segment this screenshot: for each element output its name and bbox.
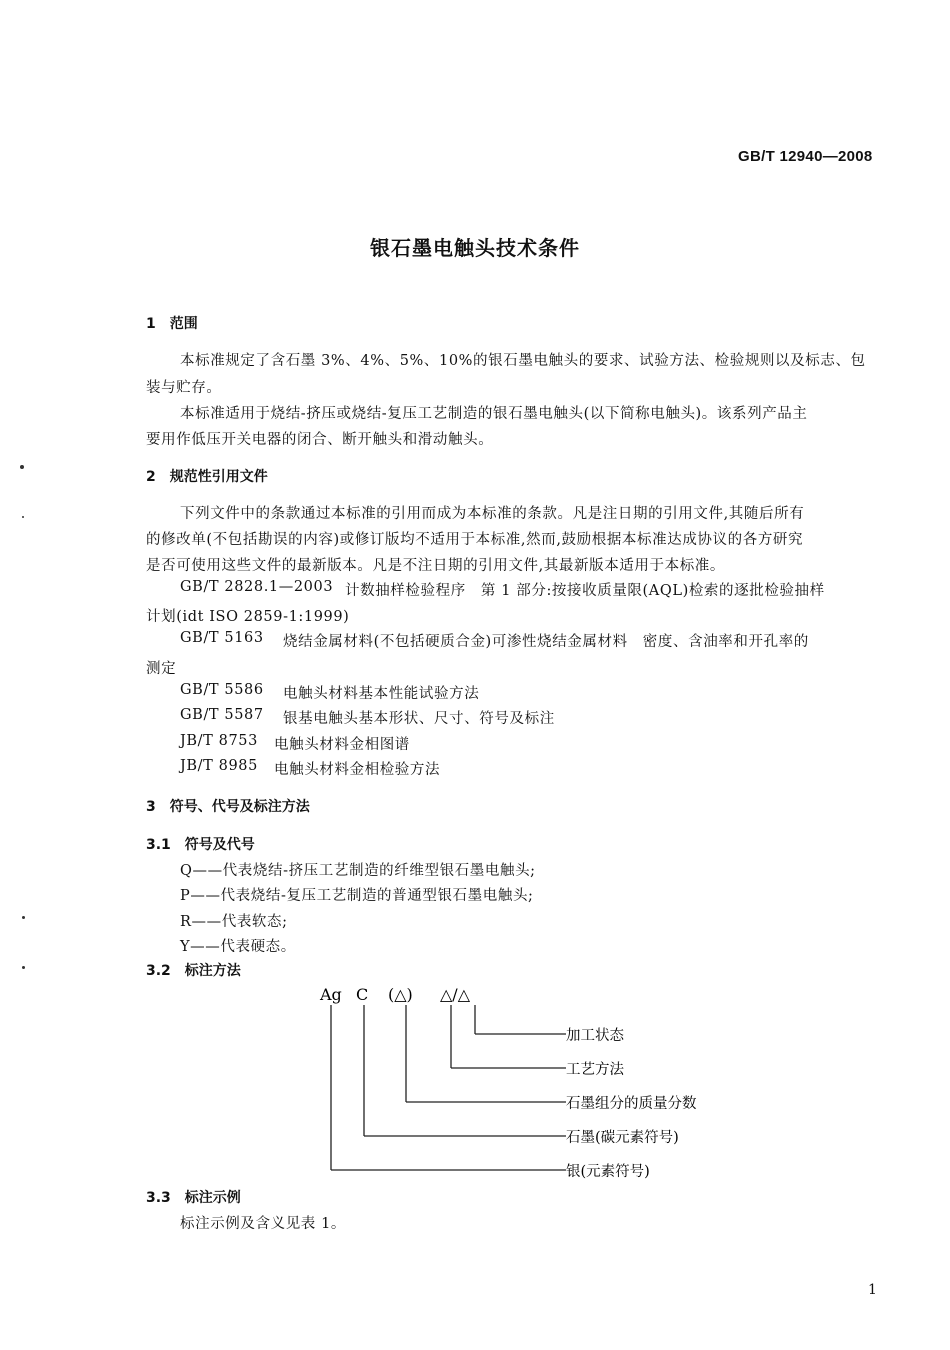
ref-title: 烧结金属材料(不包括硬质合金)可渗性烧结金属材料 密度、含油率和开孔率的 xyxy=(283,634,809,650)
section-3-1-heading: 3.1 符号及代号 xyxy=(146,837,255,853)
document-title: 银石墨电触头技术条件 xyxy=(370,236,580,260)
symbol-c: C xyxy=(356,985,369,1004)
scan-dot xyxy=(22,916,25,919)
section-3-2-heading: 3.2 标注方法 xyxy=(146,963,241,979)
s2-intro-line2: 的修改单(不包括勘误的内容)或修订版均不适用于本标准,然而,鼓励根据本标准达成协议的各方研究 xyxy=(146,532,804,548)
symbol-process-state: △/△ xyxy=(440,985,470,1004)
ref-code: GB/T 5587 xyxy=(180,707,264,723)
standard-code: GB/T 12940—2008 xyxy=(738,148,873,165)
code-definition: Q——代表烧结-挤压工艺制造的纤维型银石墨电触头; xyxy=(180,863,536,879)
code-definition: Y——代表硬态。 xyxy=(180,939,296,955)
code-definition: R——代表软态; xyxy=(180,914,288,930)
scan-dot xyxy=(22,516,24,518)
ref-code: GB/T 2828.1—2003 xyxy=(180,579,334,595)
symbol-ag: Ag xyxy=(320,985,342,1004)
scan-dot xyxy=(22,966,25,969)
ref-title-cont: 测定 xyxy=(146,661,177,677)
label-graphite-fraction: 石墨组分的质量分数 xyxy=(566,1096,697,1112)
label-processing-state: 加工状态 xyxy=(566,1028,624,1044)
section-2-heading: 2 规范性引用文件 xyxy=(146,469,268,485)
code-definition: P——代表烧结-复压工艺制造的普通型银石墨电触头; xyxy=(180,888,534,904)
s2-intro-line3: 是否可使用这些文件的最新版本。凡是不注日期的引用文件,其最新版本适用于本标准。 xyxy=(146,558,726,574)
s1-p2-line2: 要用作低压开关电器的闭合、断开触头和滑动触头。 xyxy=(146,432,494,448)
ref-code: GB/T 5163 xyxy=(180,630,264,646)
section-1-heading: 1 范围 xyxy=(146,316,198,332)
s1-p2-line1: 本标准适用于烧结-挤压或烧结-复压工艺制造的银石墨电触头(以下简称电触头)。该系列产品主 xyxy=(180,406,808,422)
s1-p1-line1: 本标准规定了含石墨 3%、4%、5%、10%的银石墨电触头的要求、试验方法、检验规则以及标志、包 xyxy=(180,353,866,369)
ref-title: 计数抽样检验程序 第 1 部分:按接收质量限(AQL)检索的逐批检验抽样 xyxy=(345,583,825,599)
section-3-heading: 3 符号、代号及标注方法 xyxy=(146,799,310,815)
ref-title: 银基电触头基本形状、尺寸、符号及标注 xyxy=(283,711,555,727)
ref-code: GB/T 5586 xyxy=(180,682,264,698)
ref-title: 电触头材料金相检验方法 xyxy=(274,762,441,778)
s2-intro-line1: 下列文件中的条款通过本标准的引用而成为本标准的条款。凡是注日期的引用文件,其随后所有 xyxy=(180,506,805,522)
ref-title: 电触头材料基本性能试验方法 xyxy=(283,686,480,702)
ref-title-cont: 计划(idt ISO 2859-1:1999) xyxy=(146,609,350,625)
ref-code: JB/T 8753 xyxy=(180,733,258,749)
label-graphite-symbol: 石墨(碳元素符号) xyxy=(566,1130,679,1146)
ref-code: JB/T 8985 xyxy=(180,758,258,774)
scan-dot xyxy=(20,465,24,469)
s33-text: 标注示例及含义见表 1。 xyxy=(180,1216,347,1232)
ref-title: 电触头材料金相图谱 xyxy=(274,737,410,753)
label-silver-symbol: 银(元素符号) xyxy=(566,1164,650,1180)
section-3-3-heading: 3.3 标注示例 xyxy=(146,1190,241,1206)
label-process-method: 工艺方法 xyxy=(566,1062,624,1078)
symbol-fraction: (△) xyxy=(388,985,413,1004)
page-number: 1 xyxy=(868,1282,877,1298)
s1-p1-line2: 装与贮存。 xyxy=(146,380,222,396)
